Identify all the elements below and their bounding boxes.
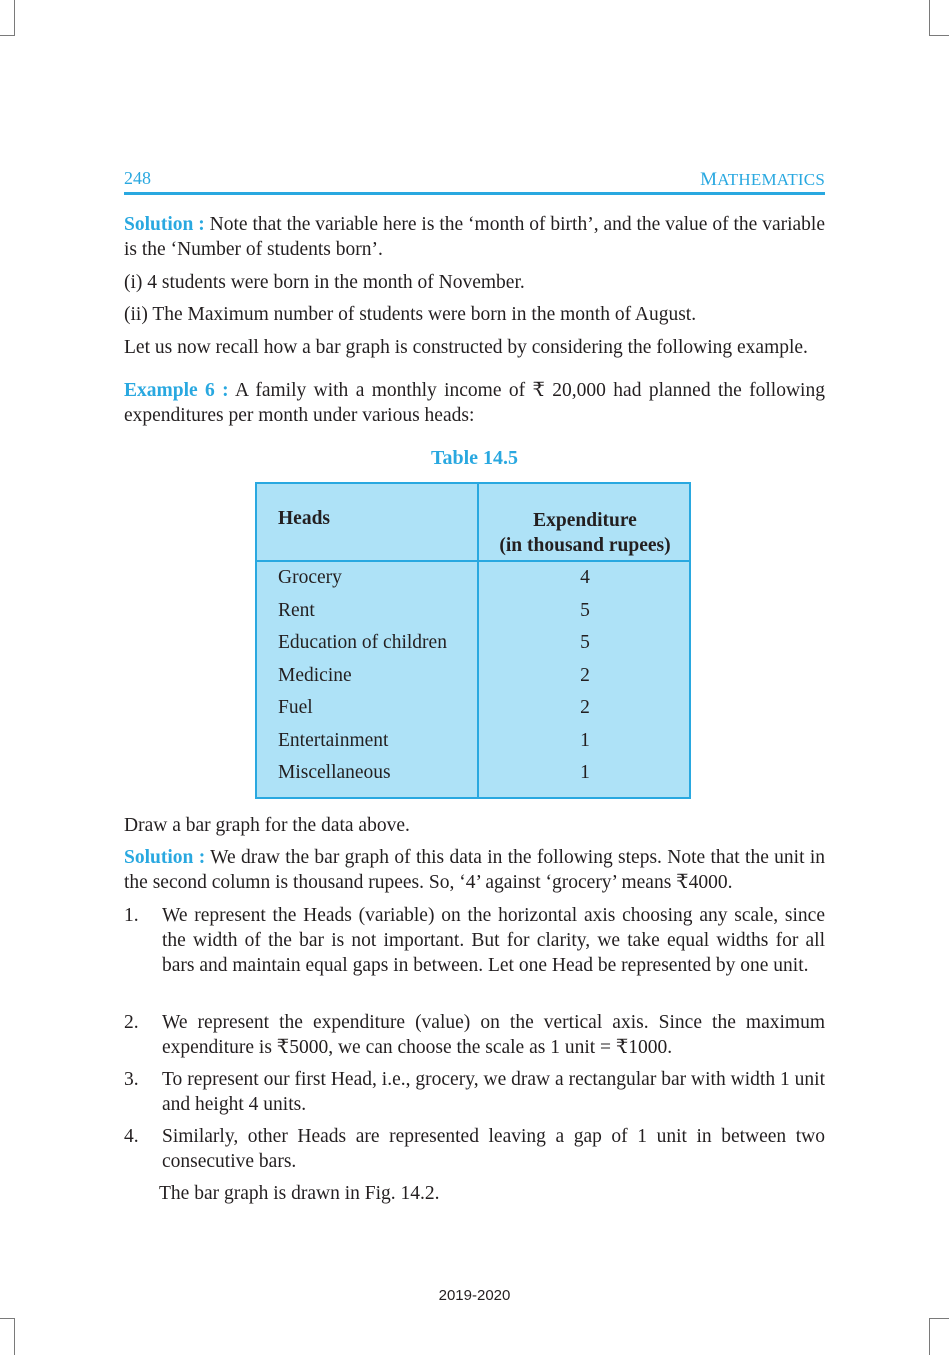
solution-lead-2: Solution :: [124, 847, 206, 868]
solution-paragraph-2: [124, 845, 825, 895]
table-row-head: Rent: [278, 600, 315, 621]
example-text: A family with a monthly income of ₹ 20,000 had planned the following expenditures per month under various heads:: [124, 380, 825, 426]
expenditure-table: [255, 482, 691, 799]
step-item: [124, 1124, 825, 1174]
table-row-value: 4: [580, 567, 590, 588]
example-paragraph: [124, 378, 825, 428]
step-text: To represent our first Head, i.e., grocery, we draw a rectangular bar with width 1 unit and height 4 units.: [162, 1069, 825, 1115]
solution-lead: Solution :: [124, 214, 205, 235]
table-row-value: 5: [580, 600, 590, 621]
answer-i: (i) 4 students were born in the month of November.: [124, 272, 525, 293]
step-number: 3.: [124, 1069, 139, 1090]
crop-mark: [14, 1318, 15, 1355]
step-text: Similarly, other Heads are represented leaving a gap of 1 unit in between two consecutive bars.: [162, 1126, 825, 1172]
step-number: 1.: [124, 905, 139, 926]
example-lead: Example 6 :: [124, 380, 229, 401]
page-number: 248: [124, 168, 151, 188]
draw-prompt: Draw a bar graph for the data above.: [124, 815, 410, 836]
table-header-expenditure-line1: Expenditure: [533, 510, 637, 531]
step-item: [124, 903, 825, 978]
table-header-expenditure: [479, 508, 691, 558]
answer-ii: (ii) The Maximum number of students were born in the month of August.: [124, 304, 697, 325]
table-row-head: Fuel: [278, 697, 313, 718]
running-title: [700, 169, 825, 191]
crop-mark: [929, 0, 930, 36]
solution-paragraph: [124, 212, 825, 262]
step-number: 4.: [124, 1126, 139, 1147]
footer-year: 2019-2020: [438, 1287, 511, 1304]
step-item: [124, 1067, 825, 1117]
step-number: 2.: [124, 1012, 139, 1033]
step-item: [124, 1010, 825, 1060]
table-row-value: 2: [580, 697, 590, 718]
table-row-head: Medicine: [278, 665, 352, 686]
table-row-value: 2: [580, 665, 590, 686]
header-rule: [124, 192, 825, 195]
crop-mark: [0, 1318, 15, 1319]
solution-text-2: We draw the bar graph of this data in the following steps. Note that the unit in the second column is thousand rupees. So, ‘4’ against ‘grocery’ means ₹4000.: [124, 847, 826, 893]
table-header-divider: [257, 560, 689, 562]
crop-mark: [929, 1318, 930, 1355]
solution-text: Note that the variable here is the ‘month of birth’, and the value of the variable is the ‘Number of students born’.: [124, 214, 825, 260]
table-row-value: 5: [580, 632, 590, 653]
table-row-head: Education of children: [278, 632, 447, 653]
closing-line: The bar graph is drawn in Fig. 14.2.: [159, 1183, 440, 1204]
step-text: We represent the expenditure (value) on the vertical axis. Since the maximum expenditure is ₹5000, we can choose the scale as 1 unit = ₹1000.: [162, 1012, 825, 1058]
recall-paragraph: Let us now recall how a bar graph is constructed by considering the following example.: [124, 337, 808, 358]
table-row-head: Miscellaneous: [278, 762, 391, 783]
table-row-value: 1: [580, 730, 590, 751]
table-row-head: Entertainment: [278, 730, 389, 751]
crop-mark: [929, 1318, 949, 1319]
crop-mark: [0, 35, 15, 36]
crop-mark: [929, 35, 949, 36]
step-text: We represent the Heads (variable) on the horizontal axis choosing any scale, since the width of the bar is not important. But for clarity, we take equal widths for all bars and maintain equal gaps in between. Let one Head be represented by one unit.: [162, 905, 825, 976]
table-caption: Table 14.5: [430, 447, 519, 469]
crop-mark: [14, 0, 15, 36]
table-header-heads: Heads: [278, 508, 331, 529]
running-title-rest: ATHEMATICS: [717, 170, 825, 189]
table-row-head: Grocery: [278, 567, 342, 588]
table-header-expenditure-line2: (in thousand rupees): [499, 535, 671, 556]
running-title-initial: M: [700, 169, 718, 190]
table-row-value: 1: [580, 762, 590, 783]
